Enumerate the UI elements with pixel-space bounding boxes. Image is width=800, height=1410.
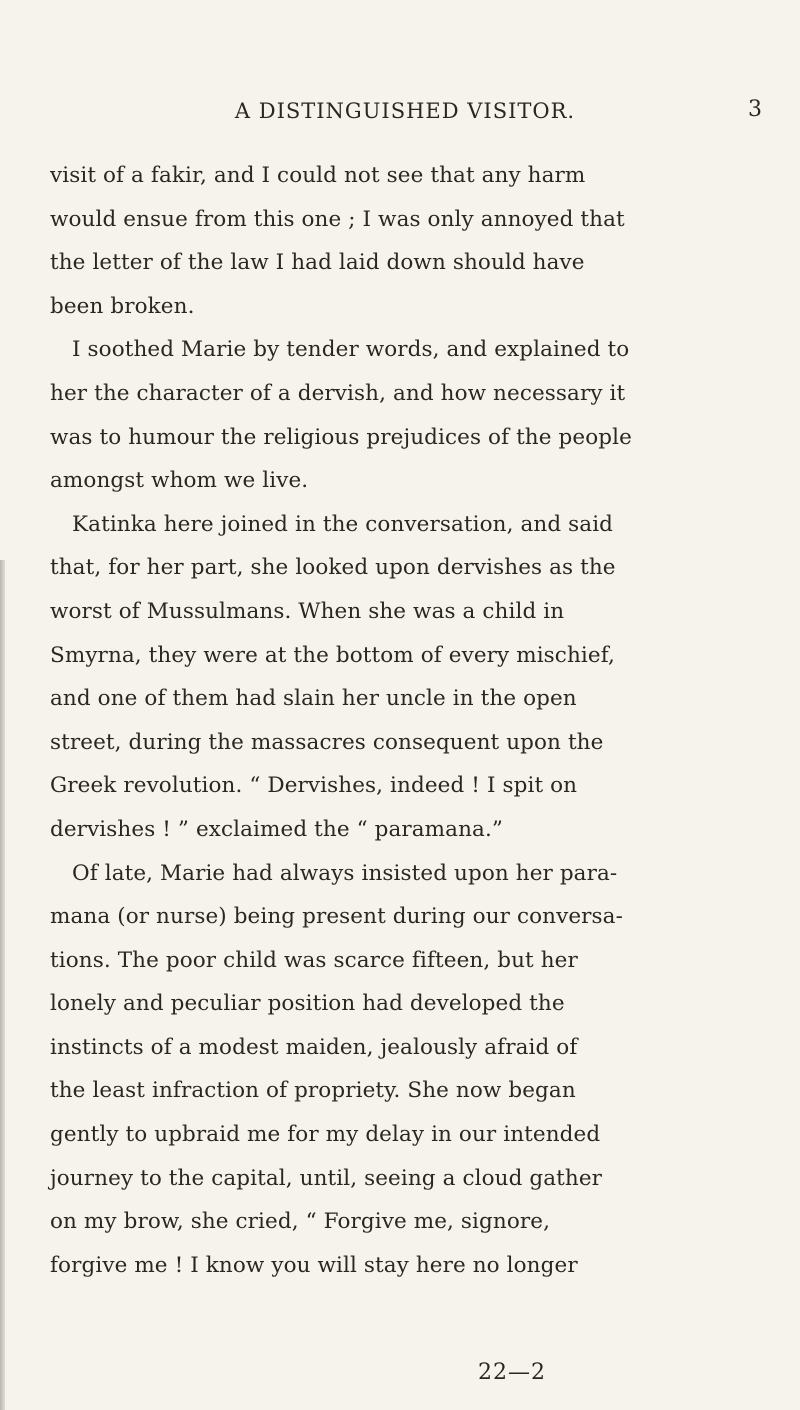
text-line: lonely and peculiar position had developed the [50, 991, 565, 1017]
text-line: the least infraction of propriety. She now began [50, 1078, 576, 1104]
text-line: mana (or nurse) being present during our conversa- [50, 904, 623, 930]
text-line: Of late, Marie had always insisted upon her para- [72, 860, 618, 886]
text-line: I soothed Marie by tender words, and explained to [72, 337, 630, 363]
text-line: the letter of the law I had laid down should have [50, 250, 585, 276]
text-line: her the character of a dervish, and how necessary it [50, 380, 626, 406]
text-line: visit of a fakir, and I could not see that any harm [50, 163, 586, 188]
page-edge-shadow [0, 560, 5, 1410]
text-line: and one of them had slain her uncle in the open [50, 686, 577, 712]
text-line: dervishes ! ” exclaimed the “ paramana.” [50, 816, 503, 842]
text-line: amongst whom we live. [50, 468, 309, 494]
text-line: street, during the massacres consequent upon the [50, 729, 604, 755]
text-line: worst of Mussulmans. When she was a child in [50, 598, 565, 624]
text-line: was to humour the religious prejudices of the people [50, 424, 632, 450]
text-line: on my brow, she cried, “ Forgive me, signore, [50, 1209, 550, 1235]
text-line: tions. The poor child was scarce fifteen, but her [50, 947, 578, 973]
text-line: journey to the capital, until, seeing a cloud gather [50, 1165, 603, 1191]
running-head: A DISTINGUISHED VISITOR. [234, 99, 576, 123]
text-line: forgive me ! I know you will stay here no longer [50, 1252, 578, 1278]
text-line: that, for her part, she looked upon dervishes as the [50, 555, 616, 581]
text-line: Katinka here joined in the conversation, and said [72, 511, 614, 537]
signature-mark: 22—2 [478, 1360, 546, 1385]
text-line: would ensue from this one ; I was only annoyed that [50, 206, 625, 232]
page-number: 3 [748, 97, 762, 122]
body-text [50, 154, 770, 1287]
text-line: gently to upbraid me for my delay in our intended [50, 1122, 601, 1148]
text-line: Greek revolution. “ Dervishes, indeed ! I spit on [50, 773, 578, 799]
text-line: been broken. [50, 293, 195, 319]
text-line: Smyrna, they were at the bottom of every mischief, [50, 642, 615, 668]
text-line: instincts of a modest maiden, jealously afraid of [50, 1034, 578, 1060]
